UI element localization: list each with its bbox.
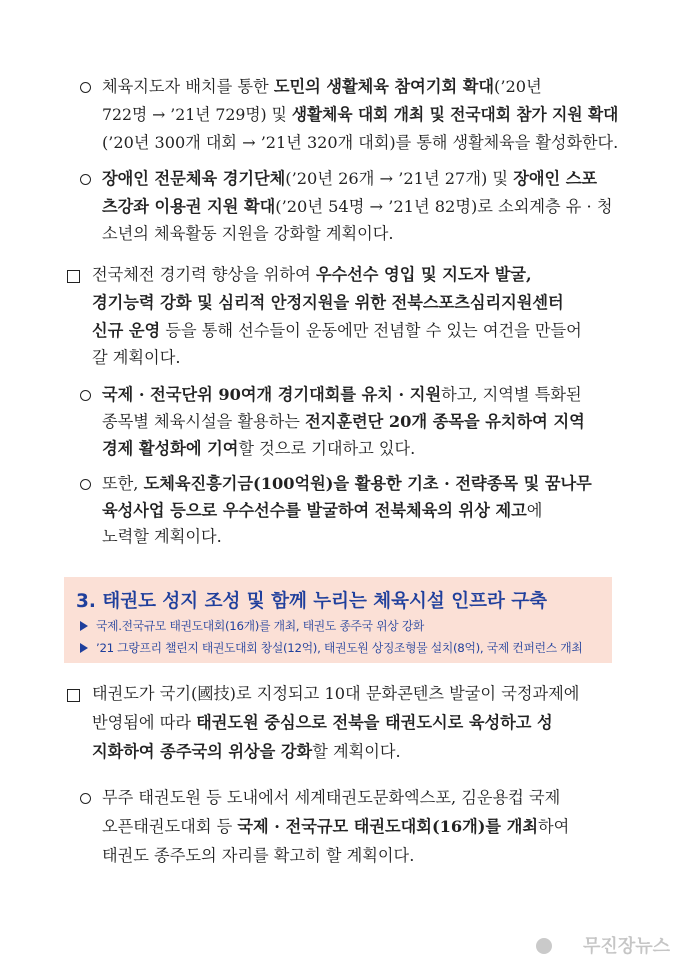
text-line [102,384,582,406]
text-line [102,76,542,98]
body-text: 또한, [102,474,144,493]
text-line [102,845,414,867]
text-line [102,104,618,126]
text-line [102,223,394,245]
emphasis-text: 지화하여 종주국의 위상을 강화 [92,742,313,761]
body-text: 소년의 체육활동 지원을 강화할 계획이다. [102,224,394,243]
body-text: 하여 [537,817,570,836]
text-line [92,347,180,369]
section-title: 3. 태권도 성지 조성 및 함께 누리는 체육시설 인프라 구축 [76,591,548,612]
triangle-bullet-icon [80,643,88,653]
body-text: 에 [526,501,543,520]
circle-bullet-icon [80,390,91,401]
body-text: 체육지도자 배치를 통한 [102,77,274,96]
text-line [92,741,401,763]
text-line [102,411,585,433]
emphasis-text: 경기능력 강화 및 심리적 안정지원을 위한 전북스포츠심리지원센터 [92,293,564,312]
body-text: 할 계획이다. [312,742,401,761]
text-line [92,292,564,314]
text-line [102,196,612,218]
text-line [92,683,579,705]
emphasis-text: 태권도원 중심으로 전북을 태권도시로 육성하고 성 [196,713,553,732]
body-text: (’20년 26개 → ’21년 27개) 및 [285,169,514,188]
body-text: 노력할 계획이다. [102,527,222,546]
body-text: 722명 → ’21년 729명) 및 [102,105,292,124]
text-line [102,473,592,495]
watermark-logo-icon [536,938,552,954]
body-text: (’20년 300개 대회 → ’21년 320개 대회)를 통해 생활체육을 활성화한다. [102,133,619,152]
body-text: 전국체전 경기력 향상을 위하여 [92,265,316,284]
watermark-text: 무진장뉴스 [583,936,670,957]
body-text: 태권도 종주도의 자리를 확고히 할 계획이다. [102,846,415,865]
text-line [102,816,569,838]
emphasis-text: 도체육진흥기금(100억원)을 활용한 기초 · 전략종목 및 꿈나무 [143,474,592,493]
body-text: 오픈태권도대회 등 [102,817,238,836]
emphasis-text: 신규 운영 [92,321,161,340]
square-bullet-icon [67,689,80,702]
emphasis-text: 육성사업 등으로 우수선수를 발굴하여 전북체육의 위상 제고 [102,501,527,520]
body-text: 등을 통해 선수들이 운동에만 전념할 수 있는 여건을 만들어 [160,321,582,340]
emphasis-text: 츠강좌 이용권 지원 확대 [102,197,276,216]
circle-bullet-icon [80,479,91,490]
emphasis-text: 도민의 생활체육 참여기회 확대 [273,77,495,96]
emphasis-text: 국제 · 전국규모 태권도대회(16개)를 개최 [237,817,538,836]
banner-summary-1: 국제.전국규모 태권도대회(16개)를 개최, 태권도 종주국 위상 강화 [96,619,425,633]
banner-summary-2: ’21 그랑프리 챌린지 태권도대회 창설(12억), 태권도원 상징조형물 설치(8억), 국제 컨퍼런스 개최 [96,641,583,655]
circle-bullet-icon [80,174,91,185]
text-line [102,526,222,548]
text-line [102,500,542,522]
emphasis-text: 우수선수 영입 및 지도자 발굴, [315,265,532,284]
body-text: 할 것으로 기대하고 있다. [238,439,416,458]
emphasis-text: 장애인 전문체육 경기단체 [102,169,286,188]
body-text: 반영됨에 따라 [92,713,197,732]
triangle-bullet-icon [80,621,88,631]
body-text: (’20년 54명 → ’21년 82명)로 소외계층 유 · 청 [275,197,613,216]
body-text: 종목별 체육시설을 활용하는 [102,412,306,431]
text-line [92,712,553,734]
body-text: 갈 계획이다. [92,348,181,367]
emphasis-text: 전지훈련단 20개 종목을 유치하여 지역 [305,412,585,431]
emphasis-text: 국제 · 전국단위 90여개 경기대회를 유치 · 지원 [102,385,442,404]
body-text: 하고, 지역별 특화된 [441,385,582,404]
text-line [92,264,532,286]
body-text: (’20년 [494,77,542,96]
circle-bullet-icon [80,793,91,804]
text-line [102,168,597,190]
emphasis-text: 장애인 스포 [513,169,598,188]
body-text: 태권도가 국기(國技)로 지정되고 10대 문화콘텐츠 발굴이 국정과제에 [92,684,580,703]
circle-bullet-icon [80,82,91,93]
emphasis-text: 경제 활성화에 기여 [102,439,239,458]
text-line [102,787,560,809]
square-bullet-icon [67,270,80,283]
text-line [92,320,582,342]
emphasis-text: 생활체육 대회 개최 및 전국대회 참가 지원 확대 [291,105,619,124]
text-line [102,132,618,154]
text-line [102,438,415,460]
body-text: 무주 태권도원 등 도내에서 세계태권도문화엑스포, 김운용컵 국제 [102,788,561,807]
